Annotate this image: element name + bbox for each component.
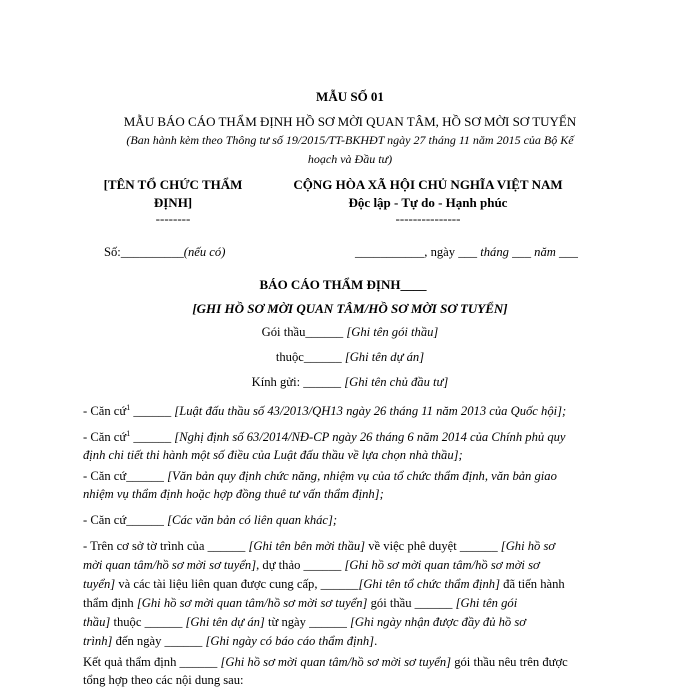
footnote-mark: 1 [126, 403, 131, 412]
text: và các tài liệu liên quan được cung cấp, ______ [118, 577, 359, 591]
text-note: [Ghi tên dự án] [185, 615, 265, 629]
basis-text-cont: nhiệm vụ thẩm định hoặc hợp đồng thuê tư vấn thẩm định]; [83, 487, 384, 501]
text: , dự thảo ______ [256, 558, 342, 572]
basis-blank: ______ [133, 430, 172, 445]
text: . [374, 634, 378, 648]
text: thẩm định [83, 596, 134, 610]
so-note: (nếu có) [183, 245, 226, 259]
project-label: thuộc______ [275, 350, 342, 364]
basis-text: [Luật đấu thầu số 43/2013/QH13 ngày 26 tháng 11 năm 2013 của Quốc hội]; [174, 404, 567, 419]
text-note: [Ghi hồ sơ mời quan tâm/hồ sơ mời sơ tuyển] [136, 596, 368, 610]
date-month-label: tháng [480, 245, 509, 259]
package-line [0, 325, 700, 340]
basis-text-cont: định chi tiết thi hành một số điều của Luật đấu thầu về lựa chọn nhà thầu]; [83, 448, 463, 463]
basis-label: - Căn cứ______ [83, 469, 164, 483]
recipient-label: Kính gửi: ______ [251, 375, 342, 389]
place-blank: ___________ [355, 245, 425, 259]
so-label: Số: [104, 245, 121, 259]
basis-label: - Căn cứ [83, 404, 127, 419]
form-title: MẪU BÁO CÁO THẨM ĐỊNH HỒ SƠ MỜI QUAN TÂM, HỒ SƠ MỜI SƠ TUYỂN [123, 114, 577, 129]
text-note: [Ghi hồ sơ mời quan tâm/hồ sơ mời sơ [344, 558, 540, 572]
text-note: [Ghi ngày có báo cáo thẩm định] [205, 634, 375, 648]
text-note: [Ghi ngày nhận được đầy đủ hồ sơ [350, 615, 526, 629]
form-number: MẪU SỐ 01 [316, 89, 384, 104]
nation-rule: --------------- [395, 211, 461, 226]
month-blank: ___ [512, 245, 531, 259]
nation-name: CỘNG HÒA XÃ HỘI CHỦ NGHĨA VIỆT NAM [293, 177, 563, 192]
document-number-line [104, 245, 225, 260]
legal-basis-1 [83, 399, 611, 420]
date-year-label: năm [534, 245, 556, 259]
issued-note-line2: hoạch và Đầu tư) [307, 152, 393, 166]
text: gói thầu ______ [370, 596, 453, 610]
project-note: [Ghi tên dự án] [344, 350, 425, 364]
text: gói thầu nêu trên được [454, 655, 568, 669]
legal-basis-3 [83, 467, 611, 503]
org-rule: -------- [155, 211, 191, 226]
basis-paragraph [83, 537, 611, 651]
text-note: [Ghi tên bên mời thầu] [248, 539, 366, 553]
year-blank: ___ [559, 245, 578, 259]
package-note: [Ghi tên gói thầu] [346, 325, 439, 339]
text: đã tiến hành [503, 577, 565, 591]
text: - Trên cơ sở tờ trình của ______ [83, 539, 246, 553]
text-note: [Ghi hồ sơ [500, 539, 556, 553]
recipient-line [0, 375, 700, 390]
package-label: Gói thầu______ [261, 325, 344, 339]
text: về việc phê duyệt ______ [368, 539, 498, 553]
result-paragraph [83, 653, 611, 689]
issued-note-line1: (Ban hành kèm theo Thông tư số 19/2015/TT-BKHĐT ngày 27 tháng 11 năm 2015 của Bộ Kế [126, 133, 574, 147]
basis-label: - Căn cứ [83, 430, 127, 445]
recipient-note: [Ghi tên chủ đầu tư] [344, 375, 449, 389]
text-note: [Ghi hồ sơ mời quan tâm/hồ sơ mời sơ tuyển] [220, 655, 452, 669]
report-subtitle: [GHI HỒ SƠ MỜI QUAN TÂM/HỒ SƠ MỜI SƠ TUYỂN] [192, 301, 508, 316]
basis-text: [Các văn bản có liên quan khác]; [167, 513, 338, 527]
report-title: BÁO CÁO THẨM ĐỊNH____ [259, 277, 427, 292]
date-line [355, 245, 578, 260]
text: Kết quả thẩm định ______ [83, 655, 218, 669]
text-note: trình] [83, 634, 113, 648]
text-note: mời quan tâm/hồ sơ mời sơ tuyển] [83, 558, 257, 572]
legal-basis-4 [83, 511, 611, 529]
so-blank: __________ [120, 245, 184, 259]
text: tổng hợp theo các nội dung sau: [83, 673, 244, 687]
date-day-label: , ngày [424, 245, 456, 259]
text-note: [Ghi tên tổ chức thẩm định] [358, 577, 500, 591]
text: đến ngày ______ [115, 634, 203, 648]
basis-text: [Nghị định số 63/2014/NĐ-CP ngày 26 tháng 6 năm 2014 của Chính phủ quy [174, 430, 566, 445]
text-note: [Ghi tên gói [455, 596, 518, 610]
org-name-line1: [TÊN TỔ CHỨC THẨM [103, 177, 243, 192]
day-blank: ___ [458, 245, 478, 259]
text: thuộc ______ [113, 615, 183, 629]
basis-label: - Căn cứ______ [83, 513, 164, 527]
org-name-line2: ĐỊNH] [153, 195, 193, 210]
text-note: thầu] [83, 615, 111, 629]
project-line [0, 350, 700, 365]
basis-text: [Văn bản quy định chức năng, nhiệm vụ của tổ chức thẩm định, văn bản giao [167, 469, 557, 483]
text-note: tuyển] [83, 577, 116, 591]
basis-blank: ______ [133, 404, 172, 419]
text: từ ngày ______ [267, 615, 347, 629]
footnote-mark: 1 [126, 429, 131, 438]
nation-motto: Độc lập - Tự do - Hạnh phúc [348, 195, 508, 210]
legal-basis-2 [83, 425, 611, 464]
